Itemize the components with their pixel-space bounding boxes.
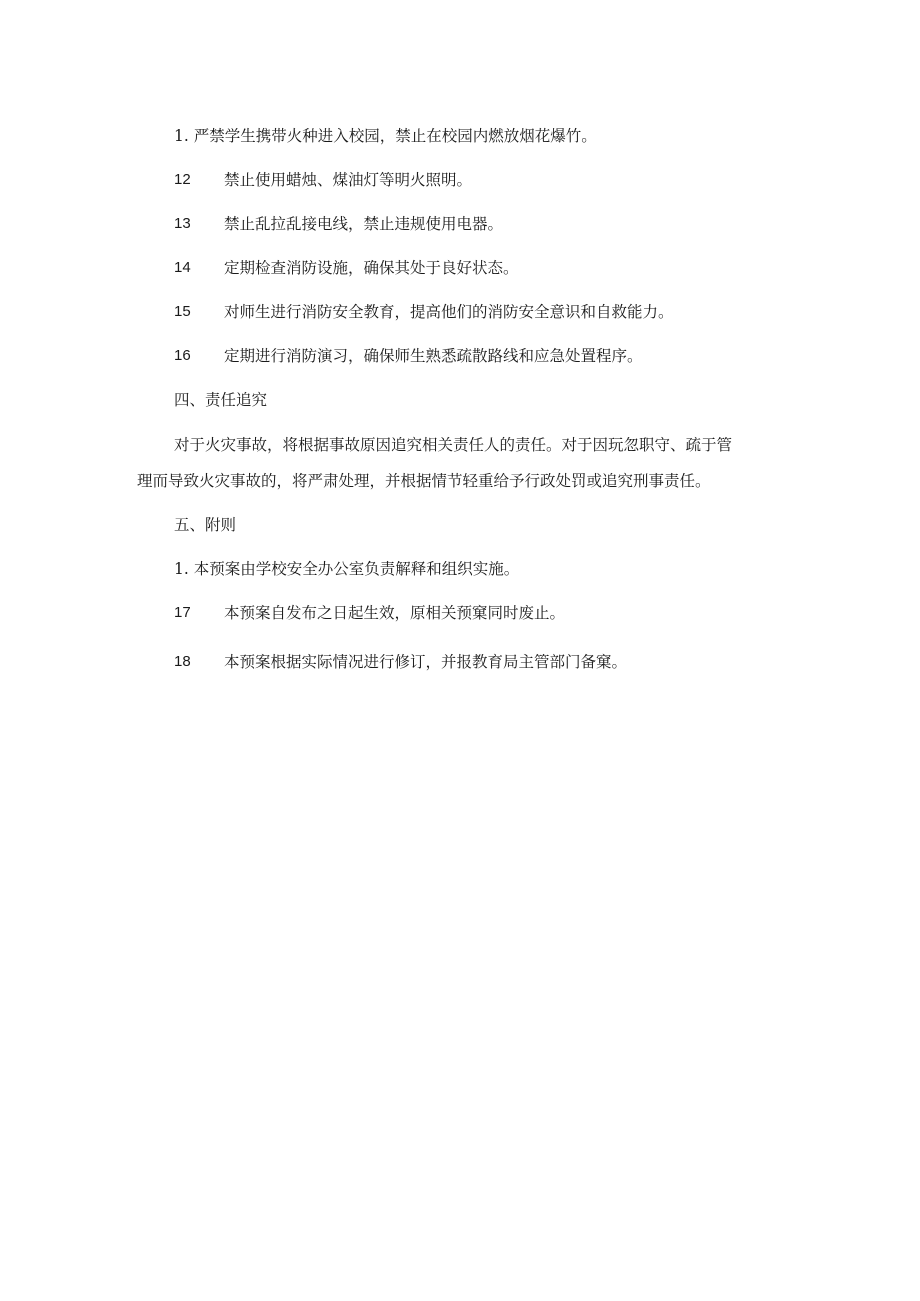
item-text: 定期进行消防演习，确保师生熟悉疏散路线和应急处置程序。 — [224, 347, 643, 365]
list-item-1: 1. 严禁学生携带火种进入校园，禁止在校园内燃放烟花爆竹。 — [174, 127, 597, 145]
item-text: 禁止使用蜡烛、煤油灯等明火照明。 — [224, 171, 473, 189]
item-text: 本预案根据实际情况进行修订，并报教育局主管部门备窠。 — [224, 653, 628, 671]
item-text: 禁止乱拉乱接电线，禁止违规使用电器。 — [224, 215, 504, 233]
item-number: 12 — [174, 171, 191, 188]
item-number: 17 — [174, 604, 191, 621]
paragraph-line: 理而导致火灾事故的，将严肃处理，并根据情节轻重给予行政处罚或追究刑事责任。 — [137, 472, 711, 490]
item-number: 14 — [174, 259, 191, 276]
item-text: 定期检查消防设施，确保其处于良好状态。 — [224, 259, 519, 277]
list-item-1: 1. 本预案由学校安全办公室负责解释和组织实施。 — [174, 560, 520, 578]
item-text: 对师生进行消防安全教育，提高他们的消防安全意识和自救能力。 — [224, 303, 674, 321]
item-number: 16 — [174, 347, 191, 364]
section-heading-4: 四、责任追究 — [174, 391, 268, 409]
paragraph-line: 对于火灾事故，将根据事故原因追究相关责任人的责任。对于因玩忽职守、疏于管 — [174, 436, 733, 454]
item-text: 本预案自发布之日起生效，原相关预窠同时废止。 — [224, 604, 566, 622]
item-number: 13 — [174, 215, 191, 232]
item-number: 15 — [174, 303, 191, 320]
item-number: 18 — [174, 653, 191, 670]
section-heading-5: 五、附则 — [174, 516, 237, 534]
